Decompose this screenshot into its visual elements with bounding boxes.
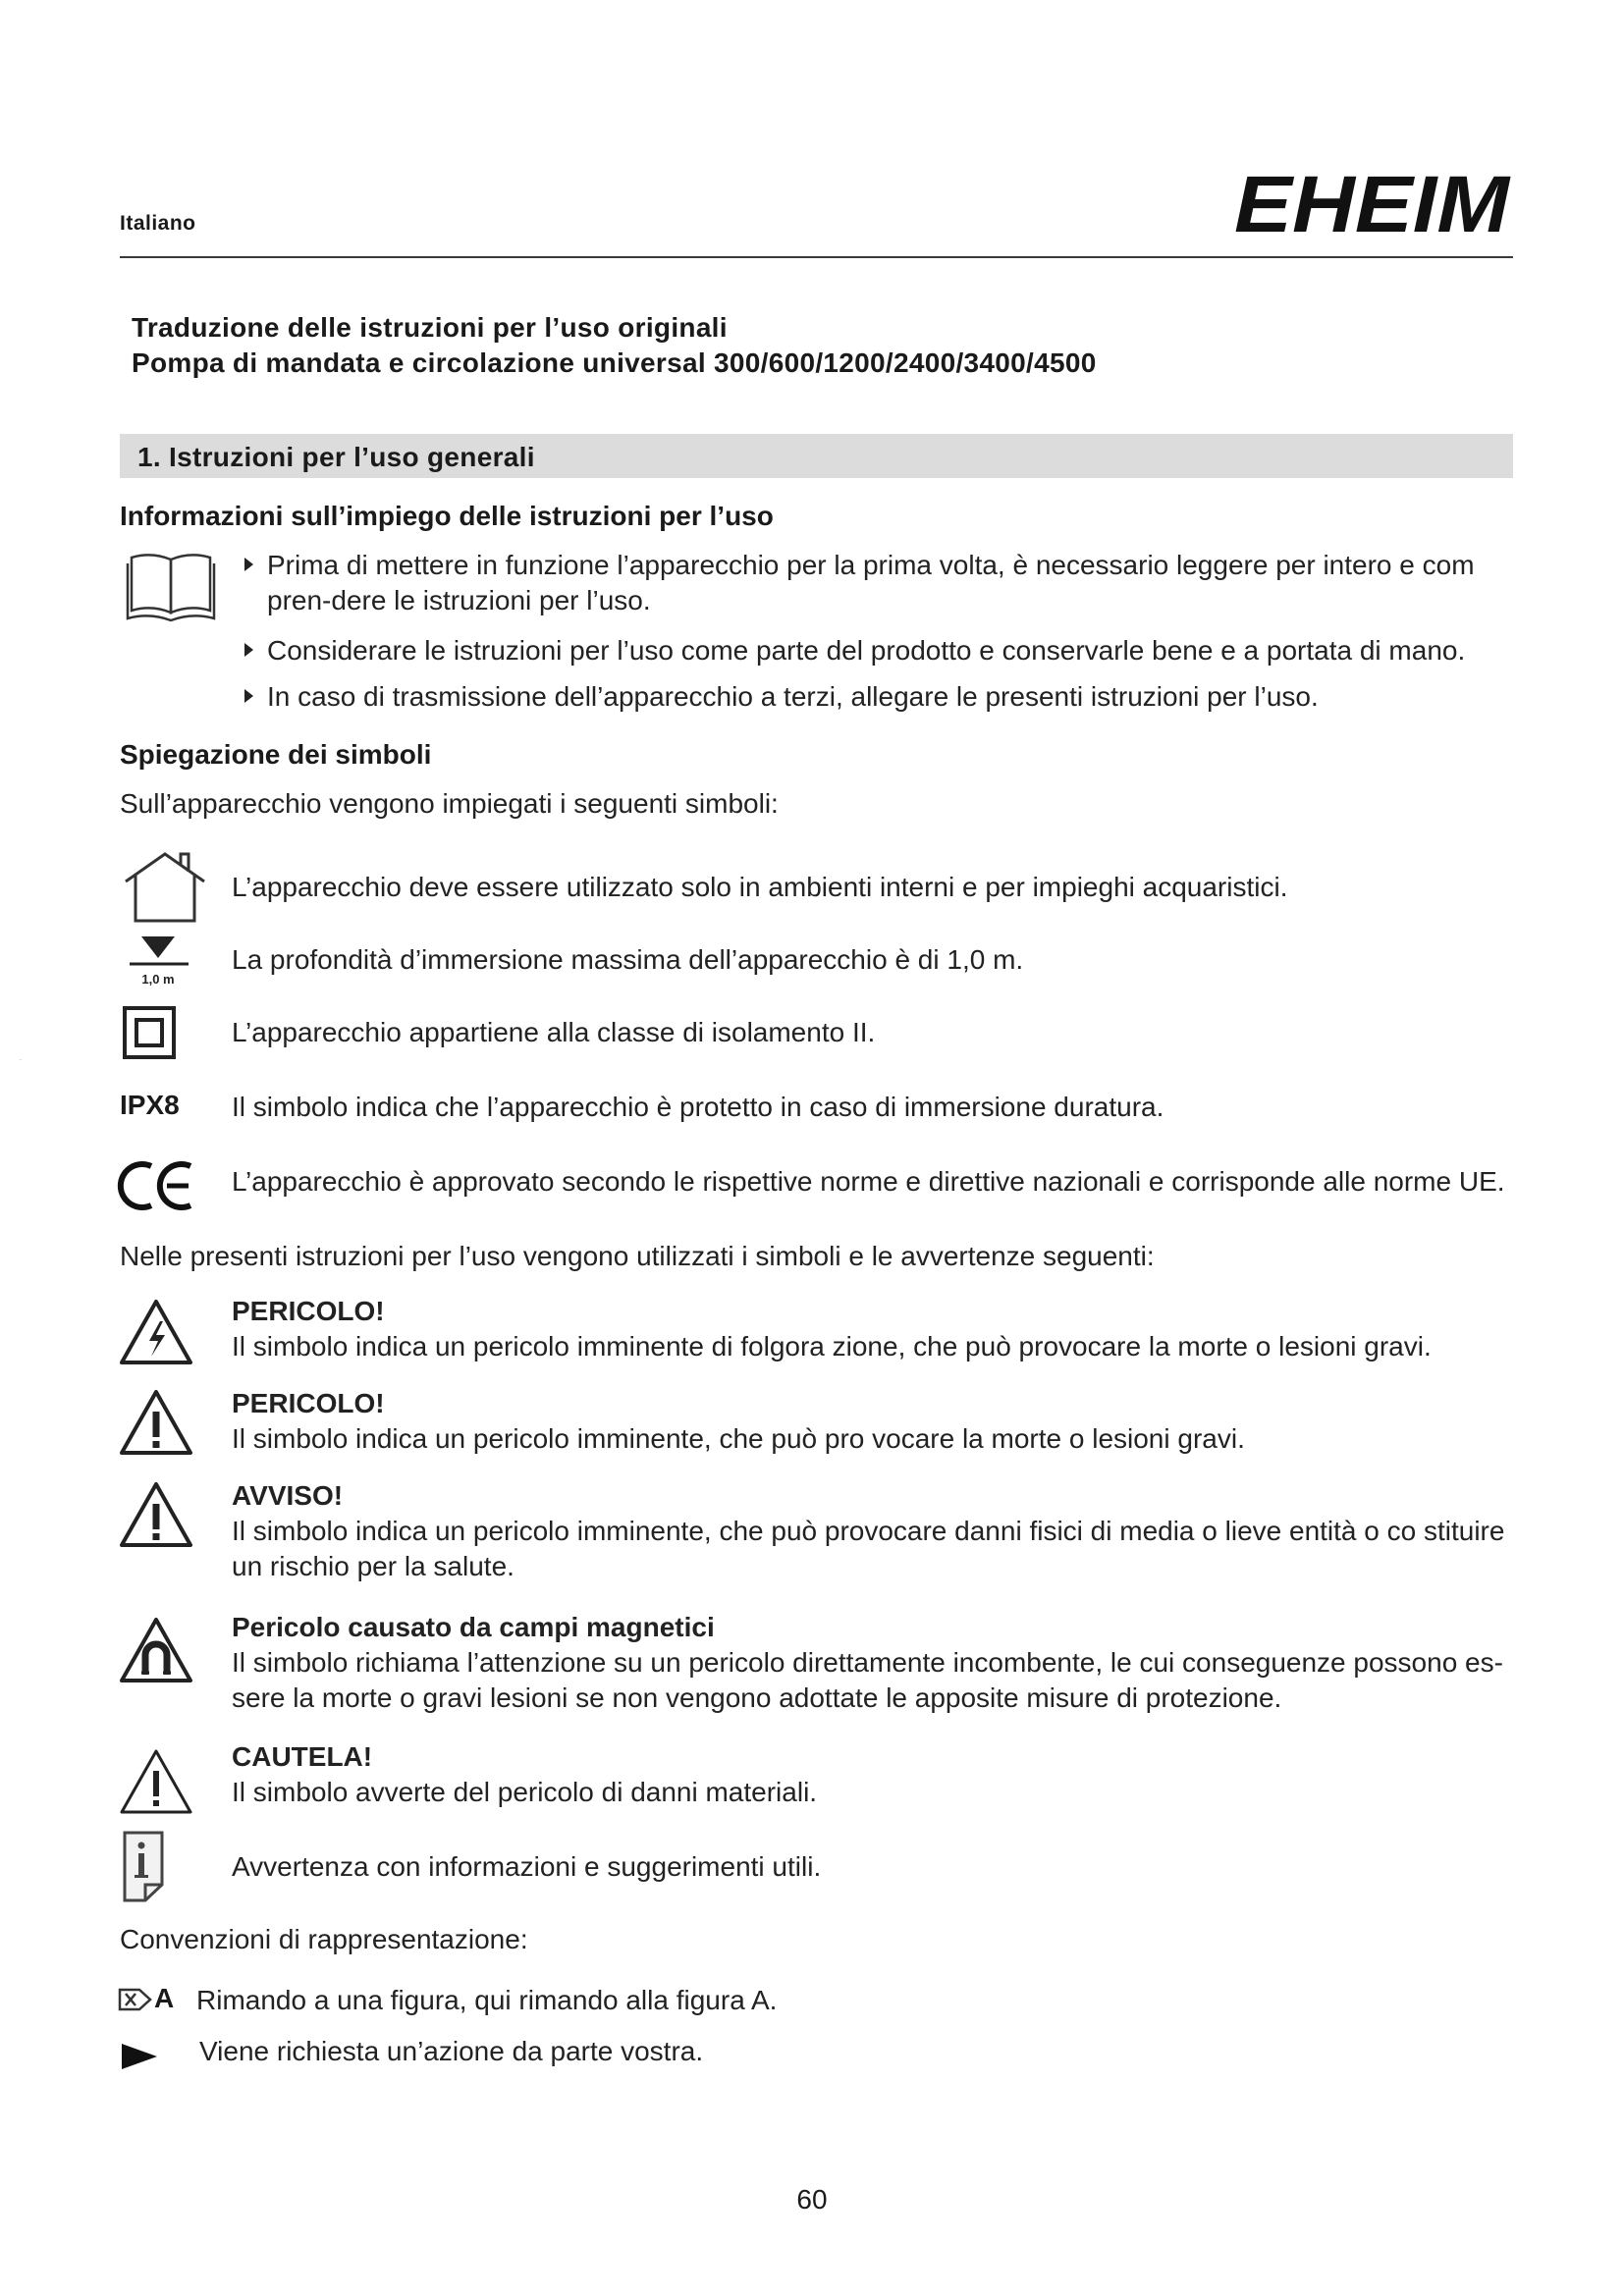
warnings-intro: Nelle presenti istruzioni per l’uso vengono utilizzati i simboli e le avvertenze seguenti: (120, 1241, 1155, 1271)
page-number: 60 (796, 2184, 828, 2215)
bullet-arrow-icon (244, 689, 253, 703)
list-item: In caso di trasmissione dell’apparecchio a terzi, allegare le presenti istruzioni per l’uso. (244, 679, 1511, 715)
warning-title: PERICOLO! (232, 1296, 385, 1326)
info-heading: Informazioni sull’impiego delle istruzioni per l’uso (120, 501, 774, 531)
section-heading: 1. Istruzioni per l’uso generali (137, 442, 535, 472)
ce-label: CE (20, 1060, 22, 1061)
list-item: Prima di mettere in funzione l’apparecchio per la prima volta, è necessario leggere per intero e com pren-dere le istruzioni per l’uso. (244, 548, 1511, 618)
symbol-text: L’apparecchio è approvato secondo le rispettive norme e direttive nazionali e corrisponde alle norme UE. (232, 1166, 1505, 1197)
doc-title: Traduzione delle istruzioni per l’uso originali (132, 312, 728, 343)
conventions-heading: Convenzioni di rappresentazione: (120, 1924, 528, 1954)
book-icon (126, 550, 216, 624)
depth-icon (124, 933, 194, 989)
symbol-text: La profondità d’immersione massima dell’apparecchio è di 1,0 m. (232, 944, 1024, 975)
section-heading-bar (120, 434, 1513, 478)
warning-block (232, 1294, 1518, 1364)
list-item: Considerare le istruzioni per l’uso come parte del prodotto e conservarle bene e a portata di mano. (244, 633, 1511, 668)
info-note-text: Avvertenza con informazioni e suggerimenti utili. (232, 1851, 822, 1882)
warning-block (232, 1478, 1518, 1584)
house-icon (122, 848, 208, 923)
warning-title: CAUTELA! (232, 1741, 373, 1772)
logo-text: EHEIM (1234, 160, 1511, 249)
magnetic-field-icon (118, 1616, 194, 1684)
warning-icon (118, 1388, 194, 1457)
warning-text: Il simbolo indica un pericolo imminente, che può provocare danni fisici di media o lieve entità o co stituire un rischio per la salute. (232, 1516, 1505, 1581)
ipx8-label: IPX8 (120, 1090, 180, 1120)
language-label: Italiano (120, 212, 196, 235)
double-insulation-icon (122, 1005, 177, 1060)
warning-text: Il simbolo indica un pericolo imminente di folgora zione, che può provocare la morte o lesioni gravi. (232, 1331, 1432, 1362)
symbol-text: L’apparecchio appartiene alla classe di isolamento II. (232, 1017, 876, 1047)
caution-icon (118, 1747, 194, 1816)
symbol-text: Il simbolo indica che l’apparecchio è protetto in caso di immersione duratura. (232, 1092, 1164, 1122)
warning-text: Il simbolo richiama l’attenzione su un pericolo direttamente incombente, le cui conseguenze possono es-sere la morte o gravi lesioni se non vengono adottate le apposite misure di protezione. (232, 1647, 1503, 1713)
figure-ref-label: A (154, 1983, 175, 2013)
figure-ref-text: Rimando a una figura, qui rimando alla figura A. (196, 1985, 778, 2015)
depth-label: 1,0 m (141, 972, 175, 987)
symbols-heading: Spiegazione dei simboli (120, 739, 432, 770)
header-rule (120, 256, 1513, 258)
warning-block (232, 1386, 1518, 1457)
warning-block (232, 1739, 1518, 1810)
symbol-text: L’apparecchio deve essere utilizzato solo in ambienti interni e per impieghi acquaristici. (232, 872, 1288, 902)
warning-icon (118, 1480, 194, 1549)
symbols-intro: Sull’apparecchio vengono impiegati i seguenti simboli: (120, 788, 779, 819)
action-text: Viene richiesta un’azione da parte vostra. (199, 2036, 704, 2066)
eheim-logo (1232, 160, 1512, 249)
warning-title: AVVISO! (232, 1480, 344, 1511)
figure-reference-icon (118, 1987, 153, 2012)
warning-title: PERICOLO! (232, 1388, 385, 1418)
doc-subtitle: Pompa di mandata e circolazione universal 300/600/1200/2400/3400/4500 (132, 347, 1097, 378)
info-note-icon (122, 1830, 165, 1902)
warning-text: Il simbolo indica un pericolo imminente, che può pro vocare la morte o lesioni gravi. (232, 1423, 1245, 1454)
warning-text: Il simbolo avverte del pericolo di danni materiali. (232, 1777, 818, 1807)
electric-hazard-icon (118, 1298, 194, 1366)
action-arrow-icon (120, 2042, 159, 2071)
bullet-arrow-icon (244, 643, 253, 657)
bullet-arrow-icon (244, 558, 253, 571)
warning-block (232, 1610, 1518, 1716)
warning-title: Pericolo causato da campi magnetici (232, 1612, 715, 1642)
